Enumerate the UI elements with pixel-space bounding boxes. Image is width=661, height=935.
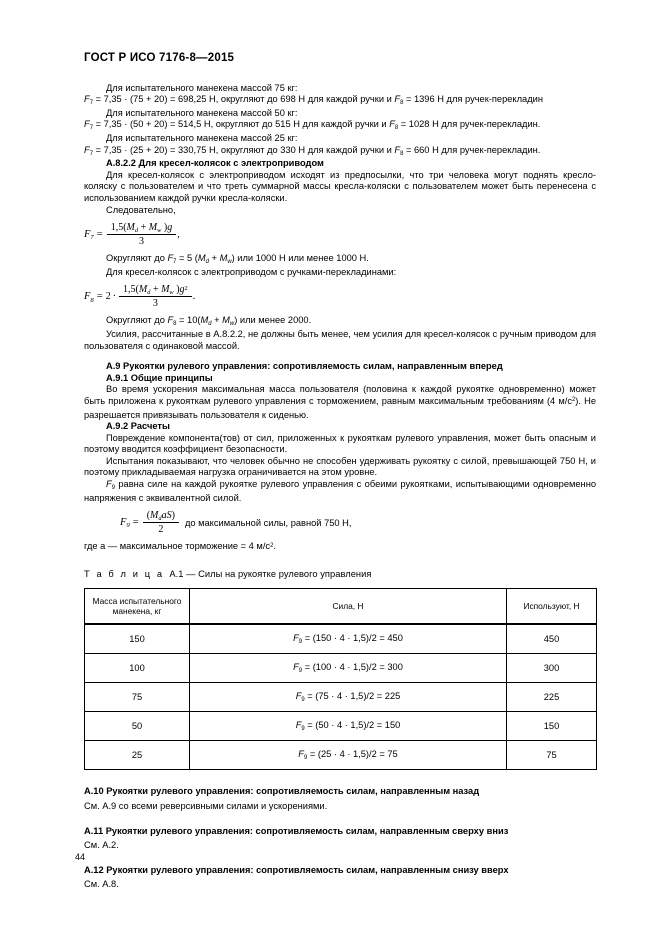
table-force-body: = (75 · 4 · 1,5)/2 = 225	[304, 691, 401, 702]
intro-line1-formula	[84, 94, 596, 108]
table-force-symbol: F	[295, 691, 302, 702]
table-force-subscript: 9	[301, 697, 305, 704]
round-f7-text-c: ) или 1000 Н или менее 1000 Н.	[231, 253, 369, 264]
round-f8-line: Округляют до $F_8 = 10(M_d + M_w)$ или менее 2000.	[106, 315, 312, 328]
intro-line2-tail: = 1028 Н для ручек-перекладин.	[398, 119, 541, 130]
section-a822-closing: Усилия, рассчитанные в А.8.2.2, не должны быть менее, чем усилия для кресел-колясок с ручным приводом для пользователя с одинаковой массой.	[84, 328, 596, 351]
f8-symbol-1: F	[394, 94, 401, 105]
table-force-body: = (150 · 4 · 1,5)/2 = 450	[302, 633, 403, 644]
where-line-sup: 2	[270, 542, 274, 549]
table-row	[85, 654, 597, 683]
f8-subscript-3: 8	[400, 150, 404, 157]
table-cell-used: 150	[507, 712, 597, 741]
f8-symbol-2: F	[389, 119, 395, 130]
table-cell-used: 225	[507, 683, 597, 712]
section-a10-heading: А.10 Рукоятки рулевого управления: сопротивляемость силам, направленным назад	[84, 786, 480, 797]
table-force-subscript: 9	[303, 755, 308, 762]
f8-subscript-2: 8	[394, 125, 399, 132]
table-caption-number: А.1	[169, 568, 184, 579]
formula-f9-equals: =	[132, 517, 139, 529]
round-f8-text-c: ) или менее 2000.	[234, 315, 312, 326]
f7-subscript: 7	[89, 100, 93, 107]
formula-f8-denominator: 3	[152, 298, 158, 310]
intro-line1-tail: = 1396 Н для ручек-перекладин	[403, 94, 543, 105]
section-a10-reference: См. А.9 со всеми реверсивными силами и ускорениями.	[84, 801, 328, 812]
section-a9-heading: А.9 Рукоятки рулевого управления: сопротивляемость силам, направленным вперед	[106, 361, 503, 372]
table-cell-mass: 50	[85, 712, 190, 741]
round-f7-line: Округляют до $F_7 = 5$ $(M_d + M_w)$ или 1000 Н или менее 1000 Н.	[106, 253, 369, 266]
formula-f8-equals: =	[96, 291, 103, 303]
table-row	[85, 741, 597, 770]
table-force-symbol: F	[295, 720, 302, 731]
table-force-subscript: 9	[301, 726, 305, 733]
section-a12-heading: А.12 Рукоятки рулевого управления: сопротивляемость силам, направленным снизу вверх	[84, 864, 509, 875]
section-a11-heading: А.11 Рукоятки рулевого управления: сопротивляемость силам, направленным сверху вниз	[84, 825, 509, 836]
formula-f9-lhs: $F_9$	[120, 517, 130, 530]
f8-subscript-1: 8	[400, 100, 404, 107]
formula-f8-lhs: $F_8$	[84, 291, 94, 304]
table-row	[85, 712, 597, 741]
formula-f7-equals: =	[96, 229, 103, 241]
section-a10	[84, 786, 596, 812]
section-a92-paragraph-1: Повреждение компонента(тов) от сил, приложенных к рукояткам рулевого управления, может быть опасным и поэтому вводится коэффициент безопасности.	[84, 432, 596, 455]
section-a12	[84, 865, 596, 891]
intro-line1-body: = 7,35 · (75 + 20) = 698,25 Н, округляют до 698 Н для каждой ручки и	[93, 94, 395, 105]
table-header-used: Используют, Н	[507, 589, 597, 625]
section-a92-paragraph-2: Испытания показывают, что человек обычно не способен удерживать рукоятку с силой, превышающей 750 Н, и поэтому прикладываемая нагрузка ограничивается на этом уровне.	[84, 455, 596, 478]
formula-f9-fraction	[143, 510, 179, 535]
table-force-body: = (25 · 4 · 1,5)/2 = 75	[307, 749, 398, 760]
section-a822	[84, 158, 596, 352]
where-line-a: где а — максимальное торможение = 4 м/с	[84, 541, 271, 552]
section-a822-paragraph: Для кресел-колясок с электроприводом исходят из предпосылки, что три человека могут поднять кресло-коляску с пользователем и что треть суммарной массы кресла-коляски с пользователем может быть перенесена с использованием каждой ручки кресла-коляски.	[84, 169, 596, 203]
bar-handles-line: Для кресел-колясок с электроприводом с ручками-перекладинами:	[106, 266, 397, 277]
intro-line2-body: = 7,35 · (50 + 20) = 514,5 Н, округляют до 515 Н для каждой ручки и	[93, 119, 390, 130]
section-a91-paragraph-sup: 2	[571, 397, 576, 404]
table-cell-used: 300	[507, 654, 597, 683]
forces-table	[84, 588, 597, 770]
formula-f9-numerator: $(M_daS)$	[146, 510, 175, 523]
formula-f7	[84, 222, 180, 247]
table-caption-title: Силы на рукоятке рулевого управления	[198, 568, 372, 579]
where-line-b: .	[273, 541, 276, 552]
table-cell-mass: 75	[85, 683, 190, 712]
section-a91-paragraph	[84, 384, 596, 421]
section-a91-heading: А.9.1 Общие принципы	[106, 372, 213, 383]
formula-f8	[84, 284, 195, 309]
formula-f7-fraction	[107, 222, 176, 247]
where-line	[84, 541, 596, 555]
formula-f8-period: .	[192, 291, 196, 303]
table-row	[85, 683, 597, 712]
document-header-title: ГОСТ Р ИСО 7176-8—2015	[84, 52, 235, 64]
section-a92-heading: А.9.2 Расчеты	[106, 421, 170, 432]
section-a11-reference: См. А.2.	[84, 840, 119, 851]
round-f8-text-a: Округляют до	[106, 315, 168, 326]
round-f7-text-a: Округляют до	[106, 253, 168, 264]
table-header-row	[85, 589, 597, 625]
table-cell-force	[190, 741, 507, 770]
table-force-subscript: 9	[298, 668, 303, 675]
section-a822-therefore: Следовательно,	[106, 204, 176, 215]
intro-line3-body: = 7,35 · (25 + 20) = 330,75 Н, округляют до 330 Н для каждой ручки и	[93, 144, 395, 155]
section-a9	[84, 361, 596, 555]
section-a91-paragraph-a: Во время ускорения максимальная масса пользователя (половина к каждой рукоятке одновременно) может быть приложена к рукояткам рулевого управления с торможением, равным максимальным требованиям (4 м/с	[84, 384, 596, 406]
table-cell-mass: 100	[85, 654, 190, 683]
formula-f9-denominator: 2	[158, 524, 164, 536]
formula-f7-display	[84, 222, 596, 247]
f7-subscript-3: 7	[89, 150, 93, 157]
table-cell-force	[190, 654, 507, 683]
table-force-symbol: F	[298, 749, 304, 760]
table-cell-force	[190, 624, 507, 654]
intro-line2-lead: Для испытательного манекена массой 50 кг:	[106, 107, 298, 118]
formula-f7-lhs: $F_7$	[84, 229, 94, 242]
section-a92-paragraph-3: $F_9$ равна силе на каждой рукоятке рулевого управления с обеими рукоятками, испытывающими одновременно напряжения с эквивалентной силой.	[84, 479, 596, 503]
table-force-body: = (100 · 4 · 1,5)/2 = 300	[302, 662, 403, 673]
intro-line3-lead: Для испытательного манекена массой 25 кг:	[106, 133, 298, 144]
intro-block	[84, 83, 596, 159]
table-caption-dash: —	[186, 568, 196, 579]
f8-symbol-3: F	[394, 144, 401, 155]
f7-symbol: F	[84, 94, 90, 105]
section-a11	[84, 826, 596, 852]
intro-line3-formula	[84, 145, 596, 159]
section-a92-paragraph-3-text: равна силе на каждой рукоятке рулевого управления с обеими рукоятками, испытывающими одновременно напряжения с эквивалентной силой.	[84, 479, 596, 503]
table-row	[85, 624, 597, 654]
round-f7-text-b: = 5 (	[176, 253, 198, 264]
formula-f8-fraction	[119, 284, 192, 309]
formula-f9	[120, 510, 351, 535]
f7-symbol-2: F	[84, 119, 90, 130]
section-a12-reference: См. А.8.	[84, 879, 119, 890]
intro-line3-tail: = 660 Н для ручек-перекладин.	[403, 144, 541, 155]
table-force-subscript: 9	[298, 639, 303, 646]
formula-f8-middot: ·	[112, 291, 117, 303]
intro-line1-lead: Для испытательного манекена массой 75 кг:	[106, 82, 298, 93]
f7-symbol-3: F	[84, 144, 90, 155]
table-caption-label: Т а б л и ц а	[84, 568, 165, 579]
formula-f9-trailing: до максимальной силы, равной 750 Н,	[184, 517, 352, 528]
intro-line2-formula	[84, 119, 596, 133]
formula-f8-coefficient: 2	[105, 291, 111, 303]
table-force-symbol: F	[293, 633, 299, 644]
page-content	[84, 52, 596, 891]
formula-f9-display	[84, 510, 596, 535]
table-cell-force	[190, 683, 507, 712]
table-cell-used: 75	[507, 741, 597, 770]
f7-subscript-2: 7	[89, 125, 93, 132]
formula-f8-display	[84, 284, 596, 309]
page-number: 44	[75, 852, 86, 862]
formula-f7-comma: ,	[177, 229, 180, 241]
formula-f8-numerator: $1,5(M_d + M_w$ )$g^2$	[123, 284, 188, 297]
table-cell-used: 450	[507, 624, 597, 654]
table-a1-caption	[84, 569, 596, 581]
table-cell-force	[190, 712, 507, 741]
section-a822-heading: А.8.2.2 Для кресел-колясок с электроприводом	[106, 158, 324, 169]
table-a1-block	[84, 569, 596, 771]
table-header-mass: Масса испытательного манекена, кг	[85, 589, 190, 625]
table-header-force: Сила, Н	[190, 589, 507, 625]
table-force-symbol: F	[293, 662, 299, 673]
section-a91-paragraph-b: ). Не разрешается привязывать пользователя к сиденью.	[84, 395, 596, 420]
formula-f7-numerator: $1,5(M_d + M_w$ )g	[110, 222, 173, 235]
round-f8-text-b: = 10(	[176, 315, 201, 326]
table-cell-mass: 150	[85, 624, 190, 654]
formula-f7-denominator: 3	[138, 236, 144, 248]
table-cell-mass: 25	[85, 741, 190, 770]
table-force-body: = (50 · 4 · 1,5)/2 = 150	[304, 720, 401, 731]
